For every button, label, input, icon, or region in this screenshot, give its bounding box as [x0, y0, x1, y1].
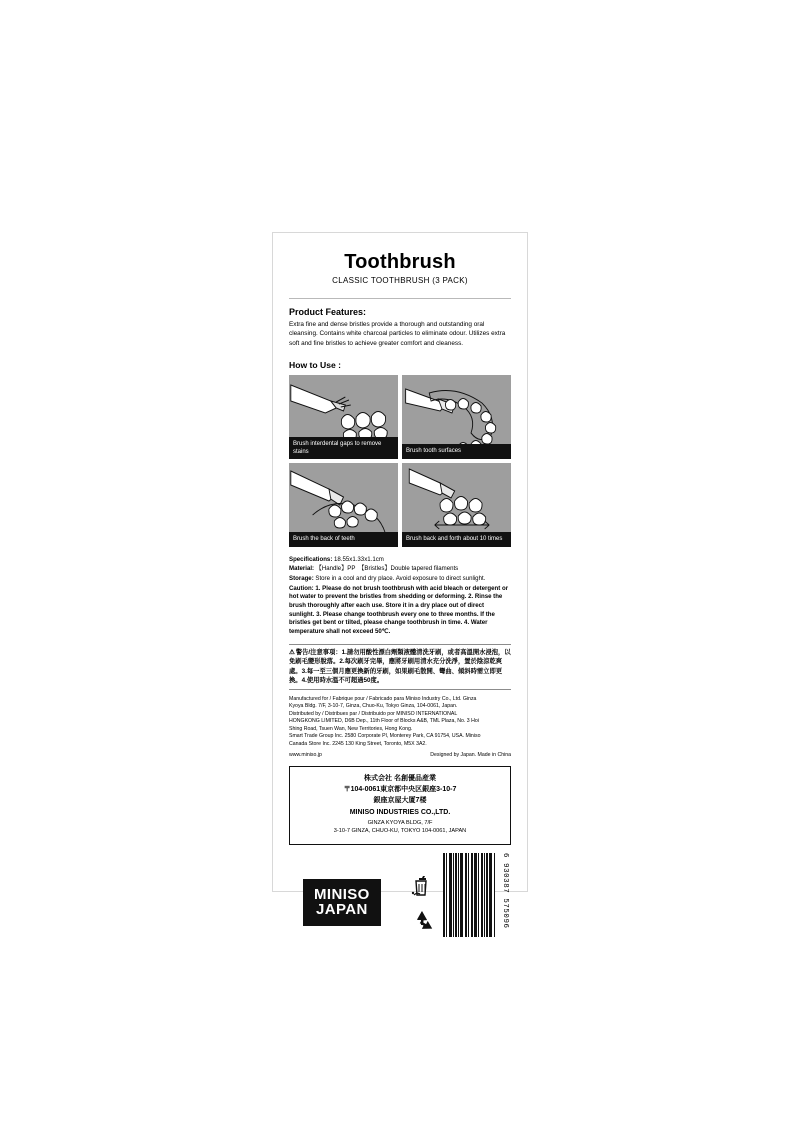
fineprint-block [289, 696, 511, 760]
fineprint-line: Distributed by / Distribues par / Distribuido por MINISO INTERNATIONAL [289, 710, 458, 717]
recycle-icon [407, 907, 437, 942]
manufacturer-jp-line-2: 〒104-0061東京都中央区銀座3-10-7 [343, 786, 457, 794]
how-to-step-2-caption: Brush tooth surfaces [402, 444, 511, 459]
fineprint-footer-row [289, 752, 511, 760]
how-to-step-3 [289, 463, 398, 547]
title-block [289, 251, 511, 291]
chinese-warning-text: 警告/注意事項：1.請勿用酸性漂白劑類液體清洗牙刷，或者高溫開水浸泡，以免刷毛變形脫落。2.每次刷牙完畢，應將牙刷用清水充分洗淨，置於陰涼乾爽處。3.每一至三個月應更換新的牙刷，如果刷毛散開、彎曲、傾斜時需立即更換。4.使用時水溫不可超過50度。 [289, 648, 511, 685]
marks-and-barcode-row [289, 851, 511, 943]
manufacturer-en-name: MINISO INDUSTRIES CO.,LTD. [349, 809, 451, 817]
how-to-step-4-caption: Brush back and forth about 10 times [402, 532, 511, 547]
fineprint-line: Kyoya Bldg. 7/F, 3-10-7, Ginza, Chuo-Ku, Tokyo Ginza, 104-0061, Japan. [289, 703, 458, 710]
fineprint-line: Manufactured for / Fabrique pour / Fabricado para Miniso Industry Co., Ltd. Ginza [289, 695, 477, 702]
caution-label: Caution: [289, 584, 314, 592]
specifications-section [289, 556, 511, 637]
how-to-use-heading: How to Use : [289, 359, 342, 370]
spec-label: Specifications: [289, 555, 333, 563]
material-value: 【Handle】PP 【Bristles】Double tapered filaments [314, 565, 459, 573]
product-features-section [289, 307, 511, 348]
how-to-use-steps [289, 375, 511, 547]
manufacturer-en-address-1: GINZA KYOYA BLDG, 7/F [367, 819, 433, 826]
miniso-logo-line-1: MINISO [314, 885, 370, 903]
fineprint-line: HONGKONG LIMITED, D6B Dep., 11th Floor of Blocks A&B, TML Plaza, No. 3 Hoi [289, 718, 479, 725]
product-package-panel [272, 232, 528, 929]
caution-value: 1. Please do not brush toothbrush with acid bleach or detergent or hot water to prevent the bristles from shedding or deforming. 2. Rinse the brush thoroughly after each use. Store it in a dry place out of direct sunlight. 3. Please change toothbrush every one to three months. If the bristles get bent or tilted, please change toothbrush in time. 4. Water temperature shall not exceed 50℃. [289, 584, 509, 635]
fineprint-line: Canada Store Inc. 2245 130 King Street, Toronto, M5X 3A2. [289, 740, 427, 747]
manufacturer-box [289, 766, 511, 845]
how-to-step-4 [402, 463, 511, 547]
barcode [435, 853, 509, 943]
miniso-logo-line-2: JAPAN [316, 901, 368, 919]
fineprint-line: Smart Trade Group Inc. 2580 Corporate Pl, Monterey Park, CA 91754, USA. Miniso [289, 733, 481, 740]
storage-line [289, 575, 511, 584]
product-subtitle: CLASSIC TOOTHBRUSH (3 PACK) [332, 276, 468, 285]
material-label: Material: [289, 565, 315, 573]
caution-line [289, 585, 511, 637]
product-features-heading: Product Features: [289, 307, 367, 317]
barcode-bars [443, 853, 495, 937]
how-to-step-3-caption: Brush the back of teeth [289, 532, 398, 547]
how-to-step-2 [402, 375, 511, 459]
warning-triangle-icon: ⚠ [289, 648, 295, 656]
divider [289, 298, 511, 299]
page-title: Toothbrush [344, 251, 456, 273]
product-features-text: Extra fine and dense bristles provide a thorough and outstanding oral cleansing. Contains white charcoal particles to eliminate odour. Utilizes extra soft and fine bristles to achieve greater comfort and cleaness. [289, 321, 506, 347]
spec-line [289, 556, 511, 565]
how-to-step-1-caption: Brush interdental gaps to remove stains [289, 437, 398, 459]
waste-bin-icon [409, 873, 435, 904]
manufacturer-en-address-2: 3-10-7 GINZA, CHUO-KU, TOKYO 104-0061, JAPAN [333, 828, 467, 835]
barcode-digits: 6 930387 575096 [501, 852, 509, 929]
storage-label: Storage: [289, 575, 314, 583]
origin-text: Designed by Japan. Made in China [430, 752, 511, 759]
spec-value: 18.55x1.33x1.1cm [332, 555, 384, 563]
website-text: www.miniso.jp [289, 752, 322, 759]
how-to-step-1 [289, 375, 398, 459]
storage-value: Store in a cool and dry place. Avoid exposure to direct sunlight. [313, 575, 486, 583]
chinese-warning-block [289, 644, 511, 690]
material-line [289, 565, 511, 574]
manufacturer-jp-line-3: 銀座京屋大厦7楼 [373, 797, 427, 805]
miniso-logo [303, 879, 381, 927]
manufacturer-jp-line-1: 株式会社 名創優品産業 [364, 774, 436, 782]
fineprint-line: Shing Road, Tsuen Wan, New Territories, Hong Kong. [289, 725, 413, 732]
